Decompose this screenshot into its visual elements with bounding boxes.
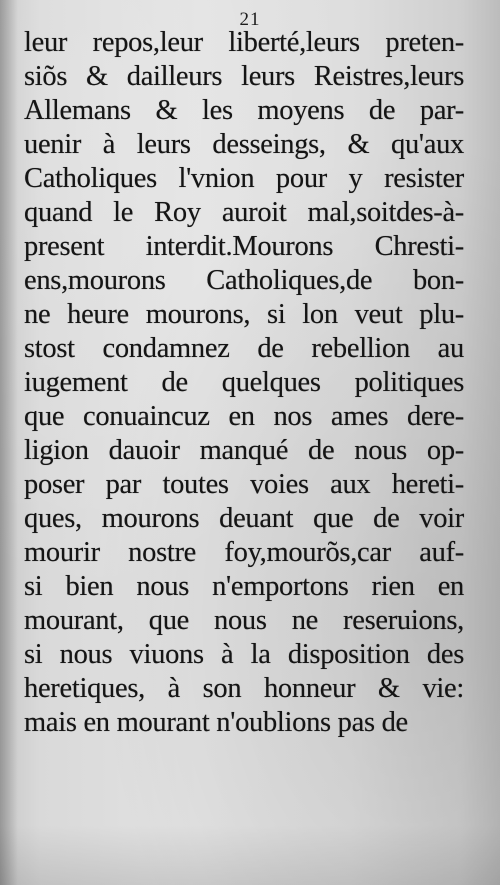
text-line: mourant, que nous ne reseruions, bbox=[24, 605, 464, 636]
text-line: si bien nous n'emportons rien en bbox=[24, 571, 464, 602]
text-line: mourir nostre foy,mourõs,car auf- bbox=[24, 537, 464, 568]
text-line: ens,mourons Catholiques,de bon- bbox=[24, 265, 464, 296]
text-line: Catholiques l'vnion pour y resister bbox=[24, 163, 464, 194]
text-line: que conuaincuz en nos ames dere- bbox=[24, 401, 464, 432]
text-line: present interdit.Mourons Chresti- bbox=[24, 231, 464, 262]
text-line: mais en mourant n'oublions pas de bbox=[24, 707, 408, 738]
text-line: siõs & dailleurs leurs Reistres,leurs bbox=[24, 61, 464, 92]
text-line: poser par toutes voies aux hereti- bbox=[24, 469, 464, 500]
gutter-shadow bbox=[0, 0, 18, 885]
text-line: ques, mourons deuant que de voir bbox=[24, 503, 464, 534]
text-line: iugement de quelques politiques bbox=[24, 367, 464, 398]
text-line: Allemans & les moyens de par- bbox=[24, 95, 464, 126]
page-number: 21 bbox=[239, 9, 261, 30]
text-line: stost condamnez de rebellion au bbox=[24, 333, 464, 364]
page-bottom-shade bbox=[0, 825, 500, 885]
page-text bbox=[24, 22, 464, 736]
text-line: ligion dauoir manqué de nous op- bbox=[24, 435, 464, 466]
text-line: ne heure mourons, si lon veut plu- bbox=[24, 299, 464, 330]
text-line: quand le Roy auroit mal,soitdes-à- bbox=[24, 197, 464, 228]
text-line: uenir à leurs desseings, & qu'aux bbox=[24, 129, 464, 160]
text-line: leur repos,leur liberté,leurs preten- bbox=[24, 27, 464, 58]
text-line: si nous viuons à la disposition des bbox=[24, 639, 464, 670]
text-line: heretiques, à son honneur & vie: bbox=[24, 673, 464, 704]
